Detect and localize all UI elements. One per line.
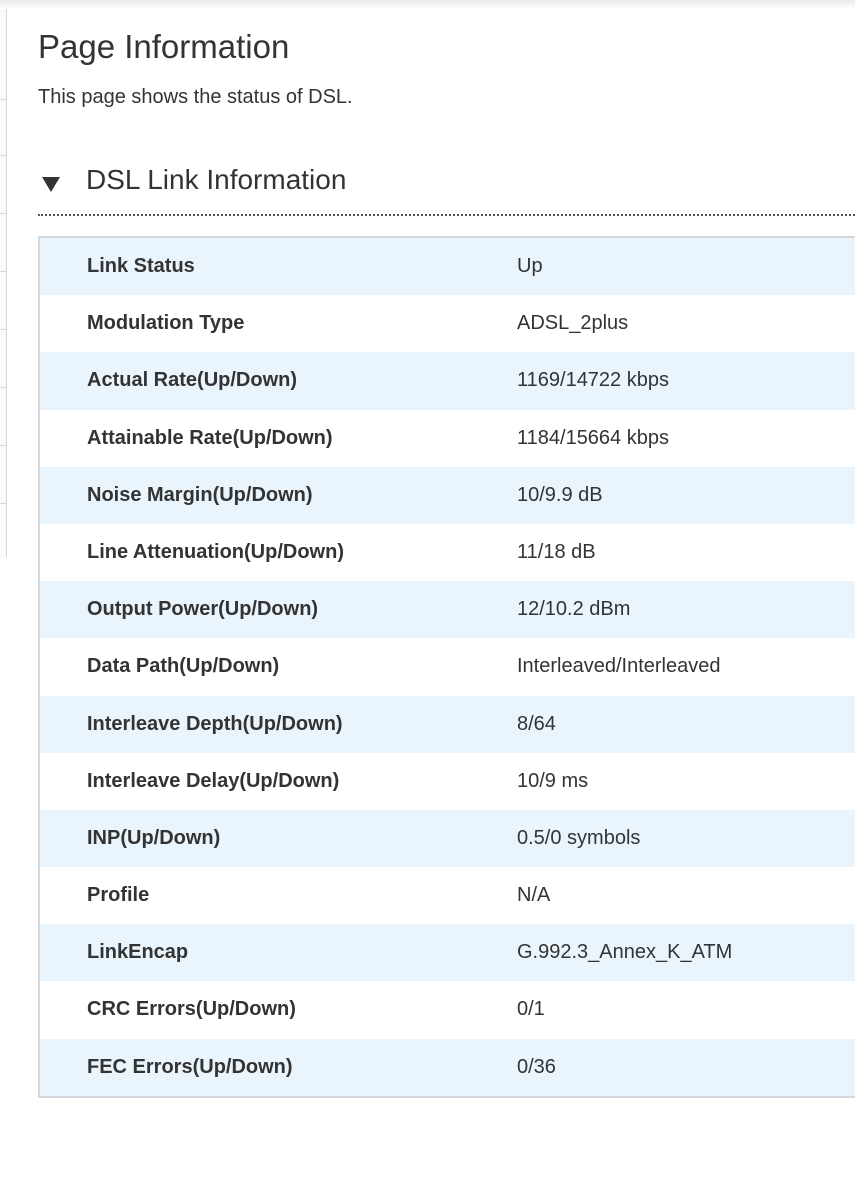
- table-row: [40, 924, 855, 981]
- row-label: Interleave Delay(Up/Down): [87, 769, 340, 792]
- row-value: 12/10.2 dBm: [517, 598, 631, 621]
- top-bar-shadow: [0, 0, 855, 9]
- table-row: [40, 295, 855, 352]
- row-value: 0.5/0 symbols: [517, 826, 641, 849]
- dsl-link-info-table: [38, 236, 855, 1098]
- table-row: [40, 467, 855, 524]
- dsl-link-section-header[interactable]: [38, 160, 855, 216]
- row-value: 1184/15664 kbps: [517, 426, 669, 449]
- left-navigation-rail[interactable]: [0, 9, 7, 557]
- rail-divider: [0, 387, 6, 388]
- table-row: [40, 352, 855, 409]
- row-label: CRC Errors(Up/Down): [87, 998, 296, 1021]
- rail-divider: [0, 445, 6, 446]
- row-value: Interleaved/Interleaved: [517, 655, 721, 678]
- row-value: 10/9.9 dB: [517, 483, 603, 506]
- rail-divider: [0, 503, 6, 504]
- row-label: Modulation Type: [87, 312, 245, 335]
- table-row: [40, 238, 855, 295]
- row-label: Profile: [87, 884, 150, 907]
- row-value: 10/9 ms: [517, 769, 589, 792]
- triangle-down-icon[interactable]: [42, 177, 60, 192]
- rail-divider: [0, 213, 6, 214]
- row-value: Up: [517, 255, 543, 277]
- section-title: DSL Link Information: [86, 164, 347, 195]
- page-description: This page shows the status of DSL.: [38, 86, 353, 108]
- row-label: INP(Up/Down): [87, 826, 221, 849]
- row-value: 8/64: [517, 712, 556, 735]
- page-title: Page Information: [38, 28, 290, 65]
- row-value: 11/18 dB: [517, 540, 596, 563]
- row-label: Data Path(Up/Down): [87, 655, 280, 678]
- row-value: 0/36: [517, 1055, 556, 1078]
- row-label: Attainable Rate(Up/Down): [87, 426, 333, 449]
- table-row: [40, 981, 855, 1038]
- table-row: [40, 867, 855, 924]
- row-value: 1169/14722 kbps: [517, 369, 669, 392]
- row-label: LinkEncap: [87, 941, 189, 964]
- table-row: [40, 810, 855, 867]
- row-value: ADSL_2plus: [517, 312, 629, 335]
- rail-divider: [0, 271, 6, 272]
- table-row: [40, 1039, 855, 1096]
- row-value: N/A: [517, 884, 551, 907]
- table-row: [40, 753, 855, 810]
- rail-divider: [0, 155, 6, 156]
- row-value: 0/1: [517, 998, 545, 1021]
- row-label: FEC Errors(Up/Down): [87, 1055, 293, 1078]
- row-label: Output Power(Up/Down): [87, 598, 319, 621]
- table-row: [40, 581, 855, 638]
- rail-divider: [0, 329, 6, 330]
- row-label: Actual Rate(Up/Down): [87, 369, 297, 392]
- rail-divider: [0, 99, 6, 100]
- table-row: [40, 524, 855, 581]
- row-value: G.992.3_Annex_K_ATM: [517, 941, 733, 964]
- table-row: [40, 696, 855, 753]
- row-label: Interleave Depth(Up/Down): [87, 712, 343, 735]
- table-row: [40, 410, 855, 467]
- row-label: Link Status: [87, 255, 195, 277]
- table-row: [40, 638, 855, 695]
- row-label: Noise Margin(Up/Down): [87, 483, 313, 506]
- row-label: Line Attenuation(Up/Down): [87, 540, 344, 563]
